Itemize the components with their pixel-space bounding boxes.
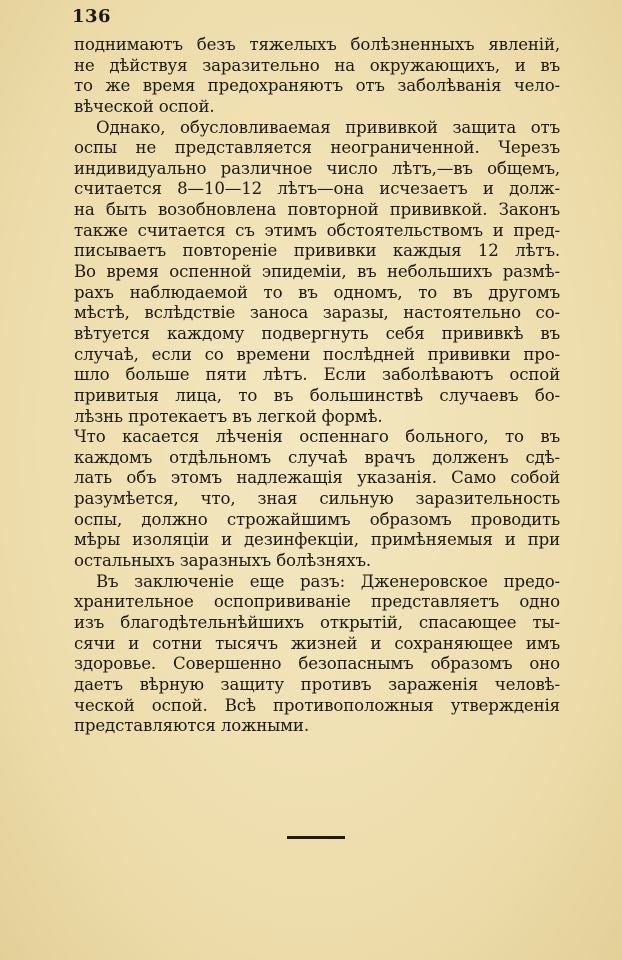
text-line: хранительное оспопрививаніе представляетъ одно	[74, 592, 560, 612]
text-line: здоровье. Совершенно безопаснымъ образомъ оно	[74, 654, 560, 674]
text-line: мѣстѣ, вслѣдствіе заноса заразы, настоятельно со-	[74, 303, 560, 323]
text-line: на быть возобновлена повторной прививкой. Законъ	[74, 200, 560, 220]
text-line: Во время оспенной эпидеміи, въ небольшихъ размѣ-	[74, 262, 560, 282]
text-line: Что касается лѣченія оспеннаго больного, то въ	[74, 427, 560, 447]
text-line: привитыя лица, то въ большинствѣ случаевъ бо-	[74, 385, 560, 405]
body-text	[74, 35, 560, 737]
text-line: лѣзнь протекаетъ въ легкой формѣ.	[74, 406, 383, 426]
text-line: разумѣется, что, зная сильную заразительность	[74, 489, 560, 509]
text-line: Въ заключеніе еще разъ: Дженеровское предо-	[96, 571, 560, 591]
text-line: считается 8—10—12 лѣтъ—она исчезаетъ и долж-	[74, 179, 560, 199]
text-line: даетъ вѣрную защиту противъ зараженія человѣ-	[74, 674, 560, 694]
text-line: также считается съ этимъ обстоятельствомъ и пред-	[74, 220, 560, 240]
text-line: лать объ этомъ надлежащія указанія. Само собой	[74, 468, 560, 488]
text-line: вѣтуется каждому подвергнуть себя прививкѣ въ	[74, 323, 560, 343]
text-line: представляются ложными.	[74, 716, 309, 736]
text-line: писываетъ повтореніе прививки каждыя 12 лѣтъ.	[74, 241, 560, 261]
end-rule	[287, 836, 345, 839]
text-line: то же время предохраняютъ отъ заболѣванія чело-	[74, 76, 560, 96]
text-line: шло больше пяти лѣтъ. Если заболѣваютъ оспой	[74, 365, 560, 385]
text-line: ческой оспой. Всѣ противоположныя утвержденія	[74, 695, 560, 715]
text-line: оспы не представляется неограниченной. Черезъ	[74, 138, 560, 158]
text-line: остальныхъ заразныхъ болѣзняхъ.	[74, 551, 372, 571]
text-line: случаѣ, если со времени послѣдней прививки про-	[74, 344, 560, 364]
text-line: каждомъ отдѣльномъ случаѣ врачъ долженъ сдѣ-	[74, 447, 560, 467]
text-line: мѣры изоляціи и дезинфекціи, примѣняемыя и при	[74, 530, 560, 550]
text-line: Однако, обусловливаемая прививкой защита отъ	[96, 117, 560, 137]
text-line: сячи и сотни тысячъ жизней и сохраняющее имъ	[74, 633, 560, 653]
text-line: оспы, должно строжайшимъ образомъ проводить	[74, 509, 560, 529]
text-line: не дѣйствуя заразительно на окружающихъ, и въ	[74, 55, 560, 75]
page-number: 136	[72, 6, 112, 27]
text-line: индивидуально различное число лѣтъ,—въ общемъ,	[74, 158, 560, 178]
text-line: рахъ наблюдаемой то въ одномъ, то въ другомъ	[74, 282, 560, 302]
text-line: изъ благодѣтельнѣйшихъ открытій, спасающее ты-	[74, 612, 560, 632]
text-line: вѣческой оспой.	[74, 96, 215, 116]
text-line: поднимаютъ безъ тяжелыхъ болѣзненныхъ явленій,	[74, 35, 560, 54]
